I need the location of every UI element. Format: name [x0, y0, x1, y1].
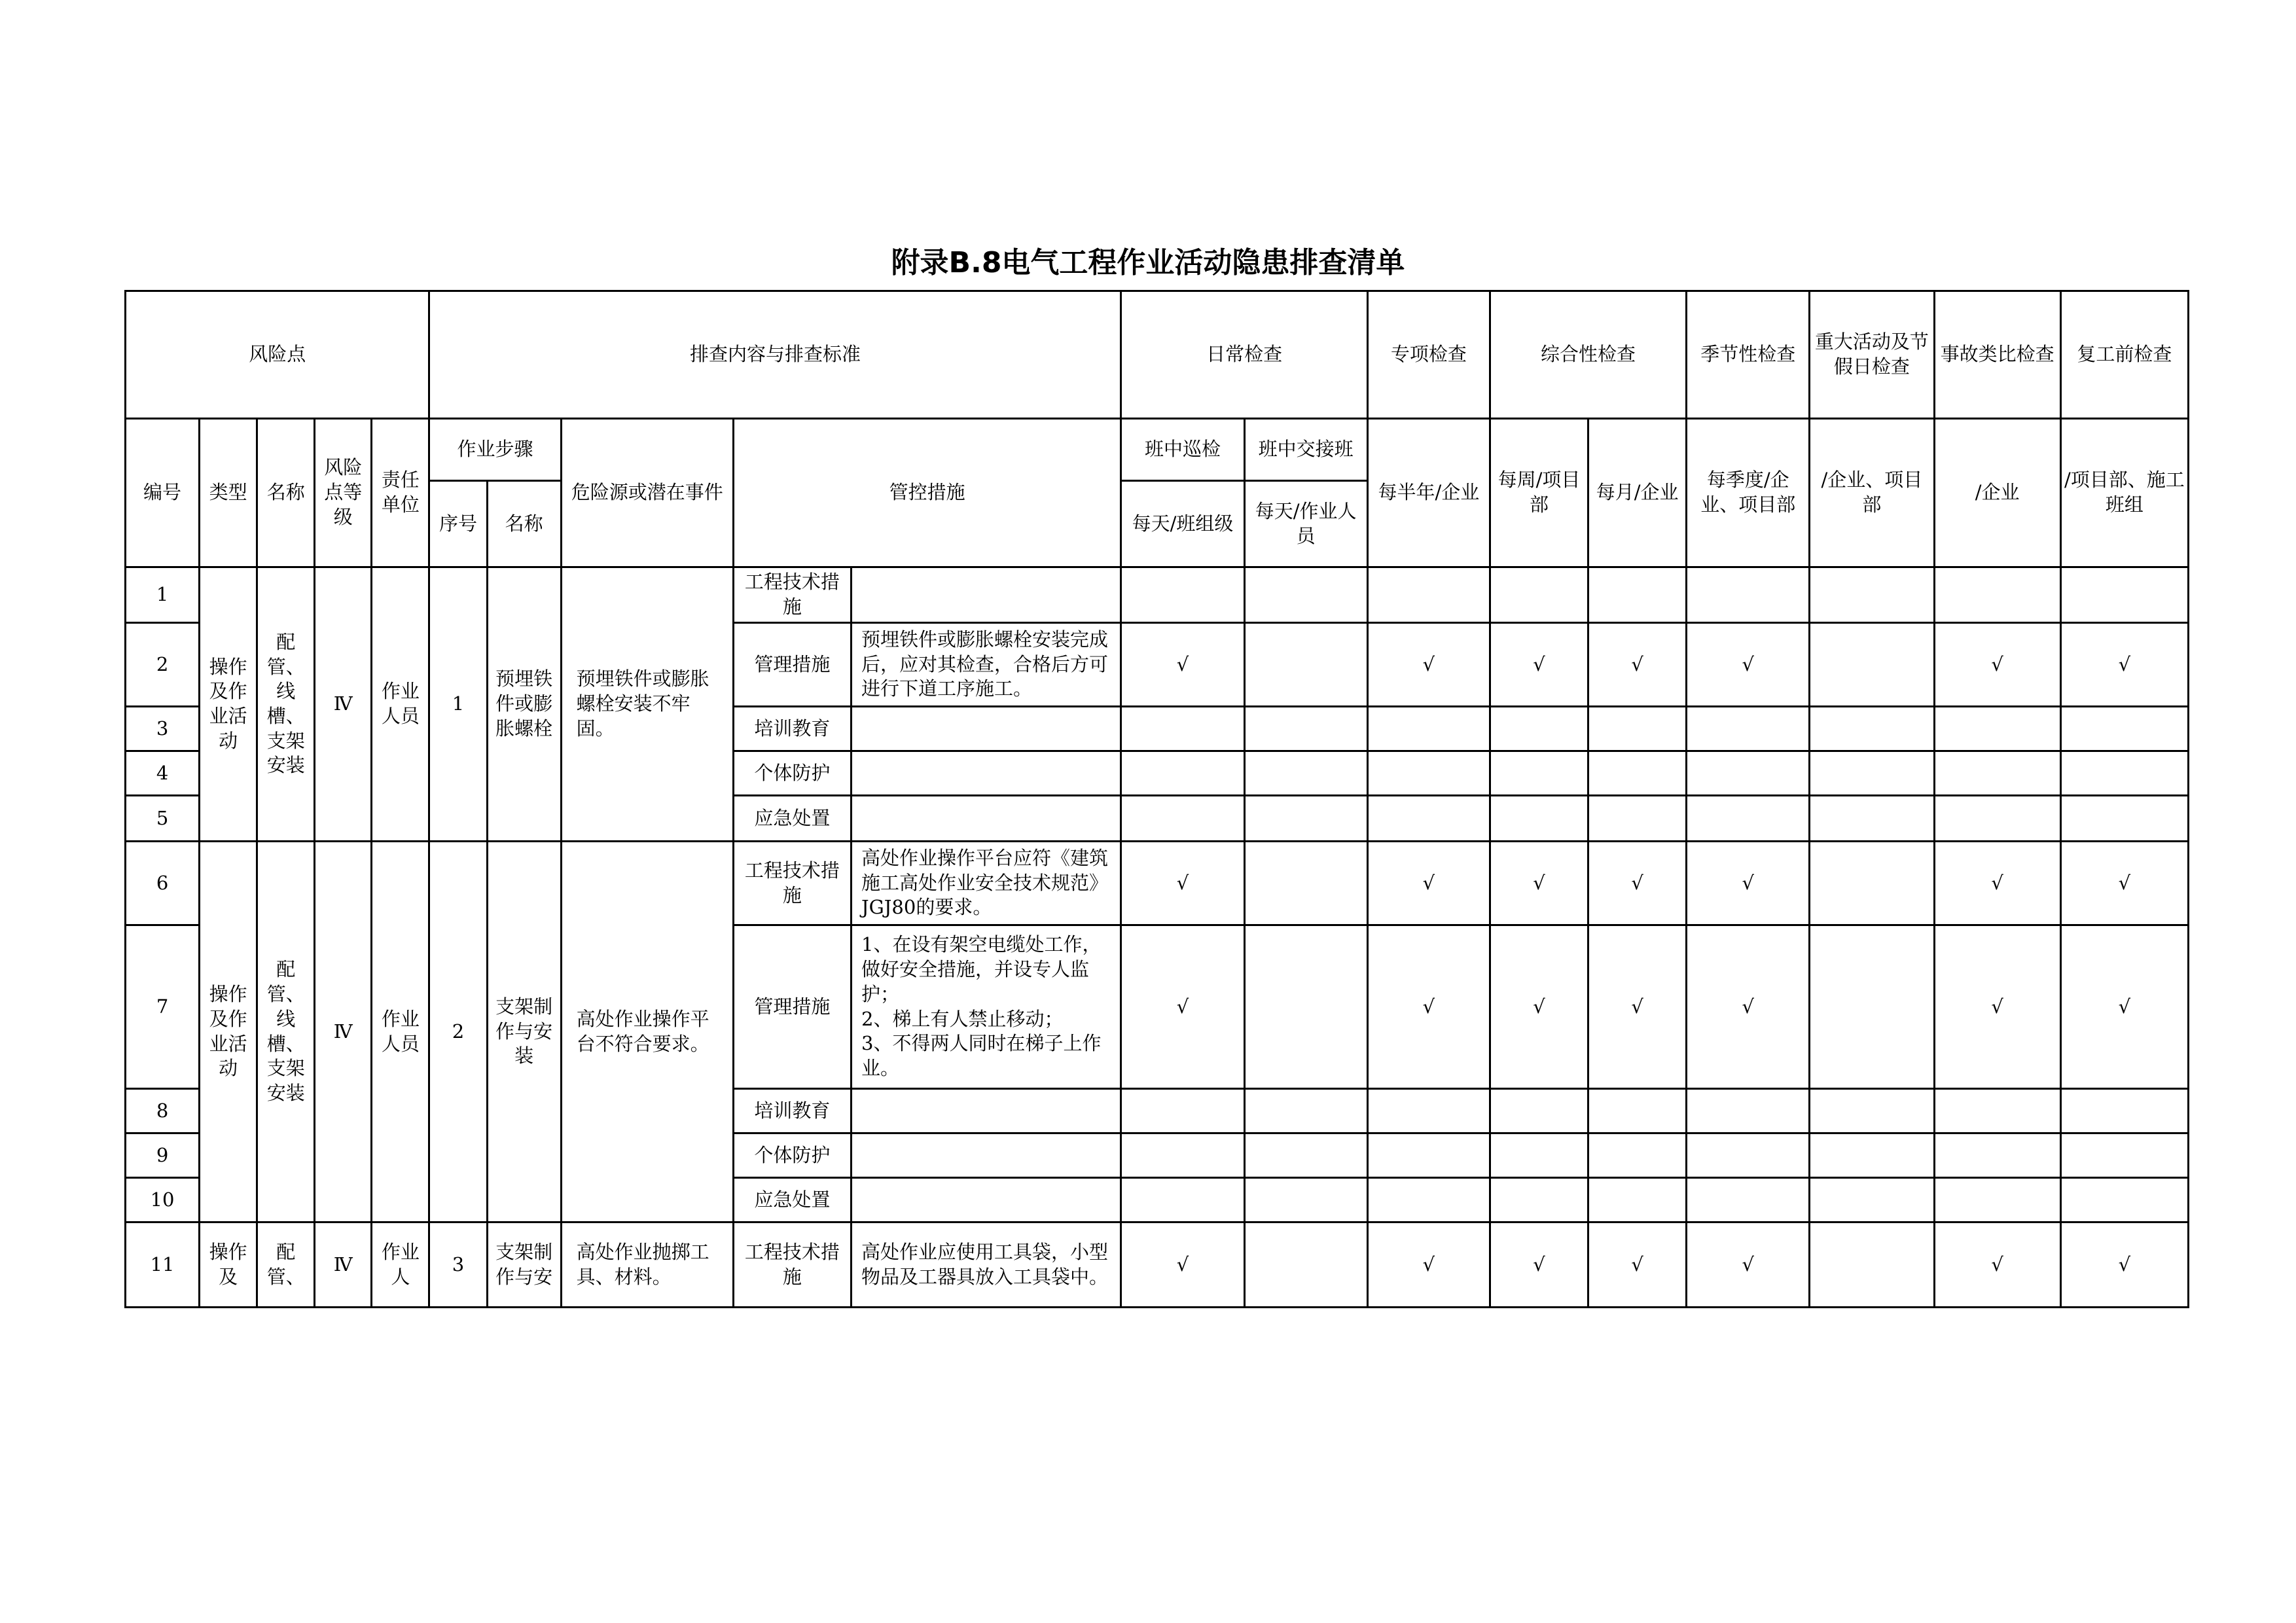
check-cell — [1934, 1133, 2060, 1178]
check-cell: √ — [1934, 1222, 2060, 1308]
header-seasonal-check: 季节性检查 — [1687, 291, 1810, 419]
check-cell — [1810, 796, 1934, 842]
check-cell: √ — [1934, 842, 2060, 925]
check-cell — [1121, 1133, 1244, 1178]
hazard-description: 预埋铁件或膨胀螺栓安装不牢固。 — [561, 567, 733, 842]
measure-category: 工程技术措施 — [733, 1222, 851, 1308]
check-cell: √ — [1687, 623, 1810, 707]
step-seq: 3 — [429, 1222, 487, 1308]
check-cell — [1810, 925, 1934, 1089]
check-cell: √ — [1490, 1222, 1588, 1308]
check-cell — [2060, 751, 2188, 796]
measure-text — [852, 567, 1121, 623]
responsible-unit: 作业人 — [372, 1222, 429, 1308]
responsible-unit: 作业人员 — [372, 842, 429, 1222]
header-comprehensive-monthly: 每月/企业 — [1588, 419, 1687, 567]
risk-name: 配管、线槽、支架安装 — [257, 567, 315, 842]
hazard-checklist-table — [124, 290, 2189, 1308]
check-cell — [1121, 796, 1244, 842]
step-name: 支架制作与安装 — [487, 842, 561, 1222]
check-cell: √ — [1367, 1222, 1490, 1308]
check-cell — [1244, 1178, 1367, 1222]
measure-category: 培训教育 — [733, 707, 851, 751]
check-cell — [1244, 751, 1367, 796]
check-cell: √ — [1121, 623, 1244, 707]
risk-name: 配管、线槽、支架安装 — [257, 842, 315, 1222]
check-cell — [1490, 707, 1588, 751]
row-id: 3 — [126, 707, 200, 751]
row-id: 5 — [126, 796, 200, 842]
header-control-measures: 管控措施 — [733, 419, 1121, 567]
check-cell — [1687, 567, 1810, 623]
check-cell — [2060, 796, 2188, 842]
risk-level: Ⅳ — [315, 1222, 372, 1308]
check-cell: √ — [1588, 623, 1687, 707]
measure-text — [852, 1133, 1121, 1178]
check-cell: √ — [1588, 1222, 1687, 1308]
check-cell — [1810, 1178, 1934, 1222]
header-resume-check: 复工前检查 — [2060, 291, 2188, 419]
hazard-description: 高处作业操作平台不符合要求。 — [561, 842, 733, 1222]
check-cell — [2060, 1178, 2188, 1222]
check-cell — [1934, 751, 2060, 796]
check-cell — [1810, 707, 1934, 751]
check-cell — [1687, 1178, 1810, 1222]
check-cell — [1934, 567, 2060, 623]
measure-text — [852, 751, 1121, 796]
header-shift-patrol: 班中巡检 — [1121, 419, 1244, 481]
header-comprehensive-check: 综合性检查 — [1490, 291, 1686, 419]
check-cell — [1367, 1178, 1490, 1222]
check-cell — [1367, 707, 1490, 751]
header-daily-check: 日常检查 — [1121, 291, 1367, 419]
step-name: 支架制作与安 — [487, 1222, 561, 1308]
header-inspection-content: 排查内容与排查标准 — [429, 291, 1121, 419]
header-accident-frequency: /企业 — [1934, 419, 2060, 567]
check-cell — [1810, 1133, 1934, 1178]
check-cell — [2060, 707, 2188, 751]
check-cell — [1367, 567, 1490, 623]
check-cell — [1244, 1089, 1367, 1133]
check-cell: √ — [1367, 623, 1490, 707]
check-cell: √ — [1490, 623, 1588, 707]
header-id: 编号 — [126, 419, 200, 567]
measure-text: 预埋铁件或膨胀螺栓安装完成后，应对其检查，合格后方可进行下道工序施工。 — [852, 623, 1121, 707]
check-cell: √ — [1687, 842, 1810, 925]
measure-category: 应急处置 — [733, 796, 851, 842]
check-cell — [1588, 1089, 1687, 1133]
check-cell — [1244, 925, 1367, 1089]
header-shift-handover: 班中交接班 — [1244, 419, 1367, 481]
measure-category: 管理措施 — [733, 925, 851, 1089]
check-cell — [1588, 751, 1687, 796]
check-cell — [1490, 567, 1588, 623]
risk-type: 操作及 — [200, 1222, 257, 1308]
measure-category: 个体防护 — [733, 1133, 851, 1178]
check-cell: √ — [2060, 1222, 2188, 1308]
check-cell — [1244, 567, 1367, 623]
check-cell: √ — [2060, 842, 2188, 925]
check-cell — [1121, 567, 1244, 623]
header-risk-level: 风险点等级 — [315, 419, 372, 567]
check-cell — [1934, 1178, 2060, 1222]
check-cell: √ — [1490, 925, 1588, 1089]
check-cell — [1490, 796, 1588, 842]
measure-text — [852, 796, 1121, 842]
risk-level: Ⅳ — [315, 842, 372, 1222]
header-work-steps: 作业步骤 — [429, 419, 561, 481]
header-row-2 — [126, 419, 2189, 481]
header-seasonal-frequency: 每季度/企业、项目部 — [1687, 419, 1810, 567]
check-cell — [1121, 707, 1244, 751]
measure-text: 高处作业操作平台应符《建筑施工高处作业安全技术规范》JGJ80的要求。 — [852, 842, 1121, 925]
check-cell — [1490, 1178, 1588, 1222]
responsible-unit: 作业人员 — [372, 567, 429, 842]
header-hazard: 危险源或潜在事件 — [561, 419, 733, 567]
check-cell: √ — [1687, 1222, 1810, 1308]
check-cell — [1244, 707, 1367, 751]
measure-category: 工程技术措施 — [733, 842, 851, 925]
check-cell: √ — [1934, 623, 2060, 707]
check-cell — [1588, 796, 1687, 842]
risk-type: 操作及作业活动 — [200, 842, 257, 1222]
check-cell — [1588, 1178, 1687, 1222]
check-cell — [1367, 751, 1490, 796]
check-cell — [2060, 1089, 2188, 1133]
check-cell — [1810, 842, 1934, 925]
check-cell — [2060, 567, 2188, 623]
header-step-seq: 序号 — [429, 481, 487, 567]
check-cell — [1121, 751, 1244, 796]
row-id: 6 — [126, 842, 200, 925]
header-holiday-frequency: /企业、项目部 — [1810, 419, 1934, 567]
header-comprehensive-weekly: 每周/项目部 — [1490, 419, 1588, 567]
check-cell — [1367, 1133, 1490, 1178]
risk-name: 配管、 — [257, 1222, 315, 1308]
step-name: 预埋铁件或膨胀螺栓 — [487, 567, 561, 842]
check-cell — [1588, 707, 1687, 751]
header-step-name: 名称 — [487, 481, 561, 567]
check-cell: √ — [1367, 925, 1490, 1089]
row-id: 4 — [126, 751, 200, 796]
risk-level: Ⅳ — [315, 567, 372, 842]
check-cell — [1687, 707, 1810, 751]
measure-category: 工程技术措施 — [733, 567, 851, 623]
check-cell — [1934, 707, 2060, 751]
check-cell — [1121, 1178, 1244, 1222]
header-responsible-unit: 责任单位 — [372, 419, 429, 567]
check-cell — [1810, 1222, 1934, 1308]
row-id: 9 — [126, 1133, 200, 1178]
page-title: 附录B.8电气工程作业活动隐患排查清单 — [891, 246, 1405, 279]
table-row — [126, 842, 2189, 925]
check-cell — [1934, 796, 2060, 842]
check-cell: √ — [2060, 925, 2188, 1089]
check-cell — [1244, 1133, 1367, 1178]
measure-category: 管理措施 — [733, 623, 851, 707]
check-cell — [1810, 567, 1934, 623]
check-cell — [1490, 751, 1588, 796]
check-cell — [1934, 1089, 2060, 1133]
header-holiday-check: 重大活动及节假日检查 — [1810, 291, 1934, 419]
check-cell: √ — [1934, 925, 2060, 1089]
check-cell: √ — [1687, 925, 1810, 1089]
check-cell — [1490, 1089, 1588, 1133]
table-row — [126, 567, 2189, 623]
check-cell: √ — [1121, 925, 1244, 1089]
check-cell — [1244, 623, 1367, 707]
check-cell — [1367, 1089, 1490, 1133]
measure-text — [852, 1089, 1121, 1133]
row-id: 7 — [126, 925, 200, 1089]
measure-category: 应急处置 — [733, 1178, 851, 1222]
row-id: 11 — [126, 1222, 200, 1308]
check-cell — [2060, 1133, 2188, 1178]
table-row — [126, 1222, 2189, 1308]
step-seq: 1 — [429, 567, 487, 842]
check-cell: √ — [1490, 842, 1588, 925]
check-cell — [1810, 623, 1934, 707]
measure-text — [852, 1178, 1121, 1222]
risk-type: 操作及作业活动 — [200, 567, 257, 842]
measure-text: 高处作业应使用工具袋，小型物品及工器具放入工具袋中。 — [852, 1222, 1121, 1308]
row-id: 8 — [126, 1089, 200, 1133]
check-cell — [1244, 1222, 1367, 1308]
header-row-1 — [126, 291, 2189, 419]
check-cell — [1687, 1089, 1810, 1133]
header-name: 名称 — [257, 419, 315, 567]
check-cell — [1121, 1089, 1244, 1133]
check-cell: √ — [1588, 925, 1687, 1089]
check-cell: √ — [1367, 842, 1490, 925]
step-seq: 2 — [429, 842, 487, 1222]
check-cell — [1588, 567, 1687, 623]
header-special-check: 专项检查 — [1367, 291, 1490, 419]
measure-category: 培训教育 — [733, 1089, 851, 1133]
check-cell — [1244, 796, 1367, 842]
check-cell: √ — [1121, 1222, 1244, 1308]
measure-text: 1、在设有架空电缆处工作，做好安全措施，并设专人监护； 2、梯上有人禁止移动； 3、不得两人同时在梯子上作业。 — [852, 925, 1121, 1089]
header-resume-frequency: /项目部、施工班组 — [2060, 419, 2188, 567]
check-cell — [1687, 796, 1810, 842]
measure-text — [852, 707, 1121, 751]
hazard-description: 高处作业抛掷工具、材料。 — [561, 1222, 733, 1308]
header-type: 类型 — [200, 419, 257, 567]
measure-category: 个体防护 — [733, 751, 851, 796]
table-body — [126, 291, 2189, 1308]
header-accident-check: 事故类比检查 — [1934, 291, 2060, 419]
header-shift-handover-frequency: 每天/作业人员 — [1244, 481, 1367, 567]
row-id: 1 — [126, 567, 200, 623]
header-risk-point: 风险点 — [126, 291, 429, 419]
check-cell: √ — [2060, 623, 2188, 707]
check-cell — [1588, 1133, 1687, 1178]
row-id: 10 — [126, 1178, 200, 1222]
check-cell — [1810, 1089, 1934, 1133]
check-cell — [1244, 842, 1367, 925]
row-id: 2 — [126, 623, 200, 707]
check-cell — [1687, 1133, 1810, 1178]
check-cell: √ — [1588, 842, 1687, 925]
check-cell: √ — [1121, 842, 1244, 925]
check-cell — [1687, 751, 1810, 796]
header-shift-patrol-frequency: 每天/班组级 — [1121, 481, 1244, 567]
header-special-frequency: 每半年/企业 — [1367, 419, 1490, 567]
check-cell — [1490, 1133, 1588, 1178]
check-cell — [1367, 796, 1490, 842]
check-cell — [1810, 751, 1934, 796]
